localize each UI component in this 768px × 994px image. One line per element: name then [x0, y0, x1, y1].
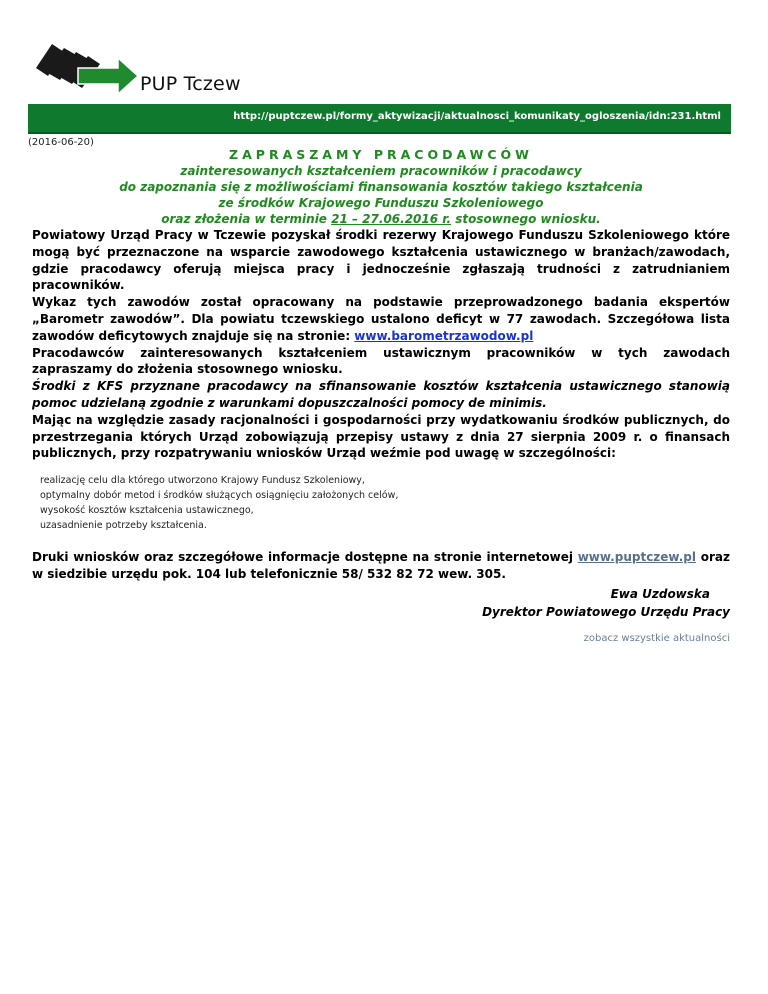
paragraph-3: Pracodawców zainteresowanych kształceniem ustawicznym pracowników w tych zawodach zapraszamy do złożenia stosownego wniosku. — [32, 345, 730, 377]
paragraph-2 — [32, 294, 730, 344]
pup-logo — [34, 40, 144, 100]
barometr-link[interactable]: www.barometrzawodow.pl — [354, 328, 534, 343]
publish-date: (2016-06-20) — [28, 137, 94, 148]
signature-name: Ewa Uzdowska — [610, 587, 710, 602]
list-item: optymalny dobór metod i środków służących osiągnięciu założonych celów, — [40, 489, 399, 501]
all-news-link[interactable]: zobacz wszystkie aktualności — [583, 633, 730, 645]
intro-line-2: do zapoznania się z możliwościami finansowania kosztów takiego kształcenia — [119, 180, 643, 194]
intro-heading: ZAPRASZAMY PRACODAWCÓW — [229, 147, 533, 162]
paragraph-5: Mając na względzie zasady racjonalności i gospodarności przy wydatkowaniu środków publicznych, do przestrzegania których Urząd zobowiązują przepisy ustawy z dnia 27 sierpnia 2009 r. o finansach publicznych, przy rozpatrywaniu wniosków Urząd weźmie pod uwagę w szczególności: — [32, 412, 730, 461]
article-body — [32, 227, 730, 462]
list-item: realizację celu dla którego utworzono Krajowy Fundusz Szkoleniowy, — [40, 475, 365, 487]
page-url[interactable]: http://puptczew.pl/formy_aktywizacji/aktualnosci_komunikaty_ogloszenia/idn:231.html — [233, 111, 721, 122]
brand-name: PUP Tczew — [140, 73, 241, 95]
article — [32, 145, 730, 644]
forms-info-pre: Druki wniosków oraz szczegółowe informacje dostępne na stronie internetowej — [32, 550, 578, 565]
puptczew-link[interactable]: www.puptczew.pl — [577, 550, 697, 565]
url-bar — [28, 104, 731, 134]
criteria-list — [32, 474, 730, 533]
intro-line-3: ze środków Krajowego Funduszu Szkoleniowego — [218, 196, 544, 210]
paragraph-4: Środki z KFS przyznane pracodawcy na sfinansowanie kosztów kształcenia ustawicznego stanowią pomoc udzielaną zgodnie z warunkami dopuszczalności pomocy de minimis. — [32, 379, 730, 410]
signature-title: Dyrektor Powiatowego Urzędu Pracy — [482, 605, 730, 620]
intro-line-4-pre: oraz złożenia w terminie — [161, 212, 332, 226]
intro-line-4-post: stosownego wniosku. — [451, 212, 601, 226]
deadline-dates: 21 – 27.06.2016 r. — [331, 212, 452, 226]
intro-line-1: zainteresowanych kształceniem pracowników i pracodawcy — [180, 164, 582, 178]
intro-line-4 — [32, 211, 730, 227]
list-item: wysokość kosztów kształcenia ustawicznego, — [40, 504, 254, 516]
list-item: uzasadnienie potrzeby kształcenia. — [40, 519, 207, 531]
paragraph-1: Powiatowy Urząd Pracy w Tczewie pozyskał środki rezerwy Krajowego Funduszu Szkoleniowego które mogą być przeznaczone na wsparcie zawodowego kształcenia ustawicznego w branżach/zawodach, gdzie pracodawcy oferują miejsca pracy i jednocześnie zgłaszają trudności z zatrudnianiem pracowników. — [32, 228, 730, 293]
forms-info-post: oraz w siedzibie urzędu pok. 104 lub telefonicznie 58/ 532 82 72 wew. 305. — [32, 550, 730, 582]
forms-info — [32, 549, 730, 583]
signature — [32, 585, 730, 621]
paragraph-2-text: Wykaz tych zawodów został opracowany na podstawie przeprowadzonego badania ekspertów „Barometr zawodów”. Dla powiatu tczewskiego ustalono deficyt w 77 zawodach. Szczegółowa lista zawodów deficytowych znajduje się na stronie: — [32, 295, 730, 343]
